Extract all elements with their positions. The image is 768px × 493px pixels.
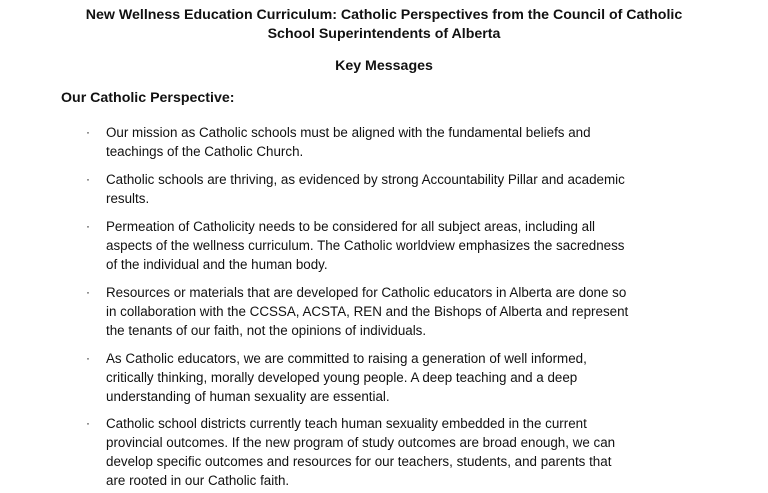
bullet-text: Our mission as Catholic schools must be aligned with the fundamental beliefs and teachings of the Catholic Church. — [106, 125, 591, 159]
bullet-text: Permeation of Catholicity needs to be considered for all subject areas, including all aspects of the wellness curriculum. The Catholic worldview emphasizes the sacredness of the individual and the human body. — [106, 219, 625, 272]
bullet-text: Catholic school districts currently teach human sexuality embedded in the current provincial outcomes. If the new program of study outcomes are broad enough, we can develop specific outcomes and resources for our teachers, students, and parents that are rooted in our Catholic faith. — [106, 416, 616, 488]
document-subtitle: Key Messages — [335, 58, 433, 74]
bullet-marker: · — [86, 285, 90, 299]
bullet-marker: · — [86, 351, 90, 365]
bullet-text: Resources or materials that are developed for Catholic educators in Alberta are done so in collaboration with the CCSSA, ACSTA, REN and the Bishops of Alberta and represent the tenants of our faith, not the opinions of individuals. — [106, 285, 629, 338]
document-title: New Wellness Education Curriculum: Catholic Perspectives from the Council of Catholic School Superintendents of Alberta — [85, 7, 683, 42]
bullet-marker: · — [86, 125, 90, 139]
bullet-text: As Catholic educators, we are committed to raising a generation of well informed, critically thinking, morally developed young people. A deep teaching and a deep understanding of human sexuality are essential. — [106, 351, 587, 404]
bullet-marker: · — [86, 219, 90, 233]
bullet-marker: · — [86, 416, 90, 430]
bullet-text: Catholic schools are thriving, as evidenced by strong Accountability Pillar and academic results. — [106, 172, 625, 206]
bullet-marker: · — [86, 172, 90, 186]
section-heading: Our Catholic Perspective: — [61, 90, 235, 106]
